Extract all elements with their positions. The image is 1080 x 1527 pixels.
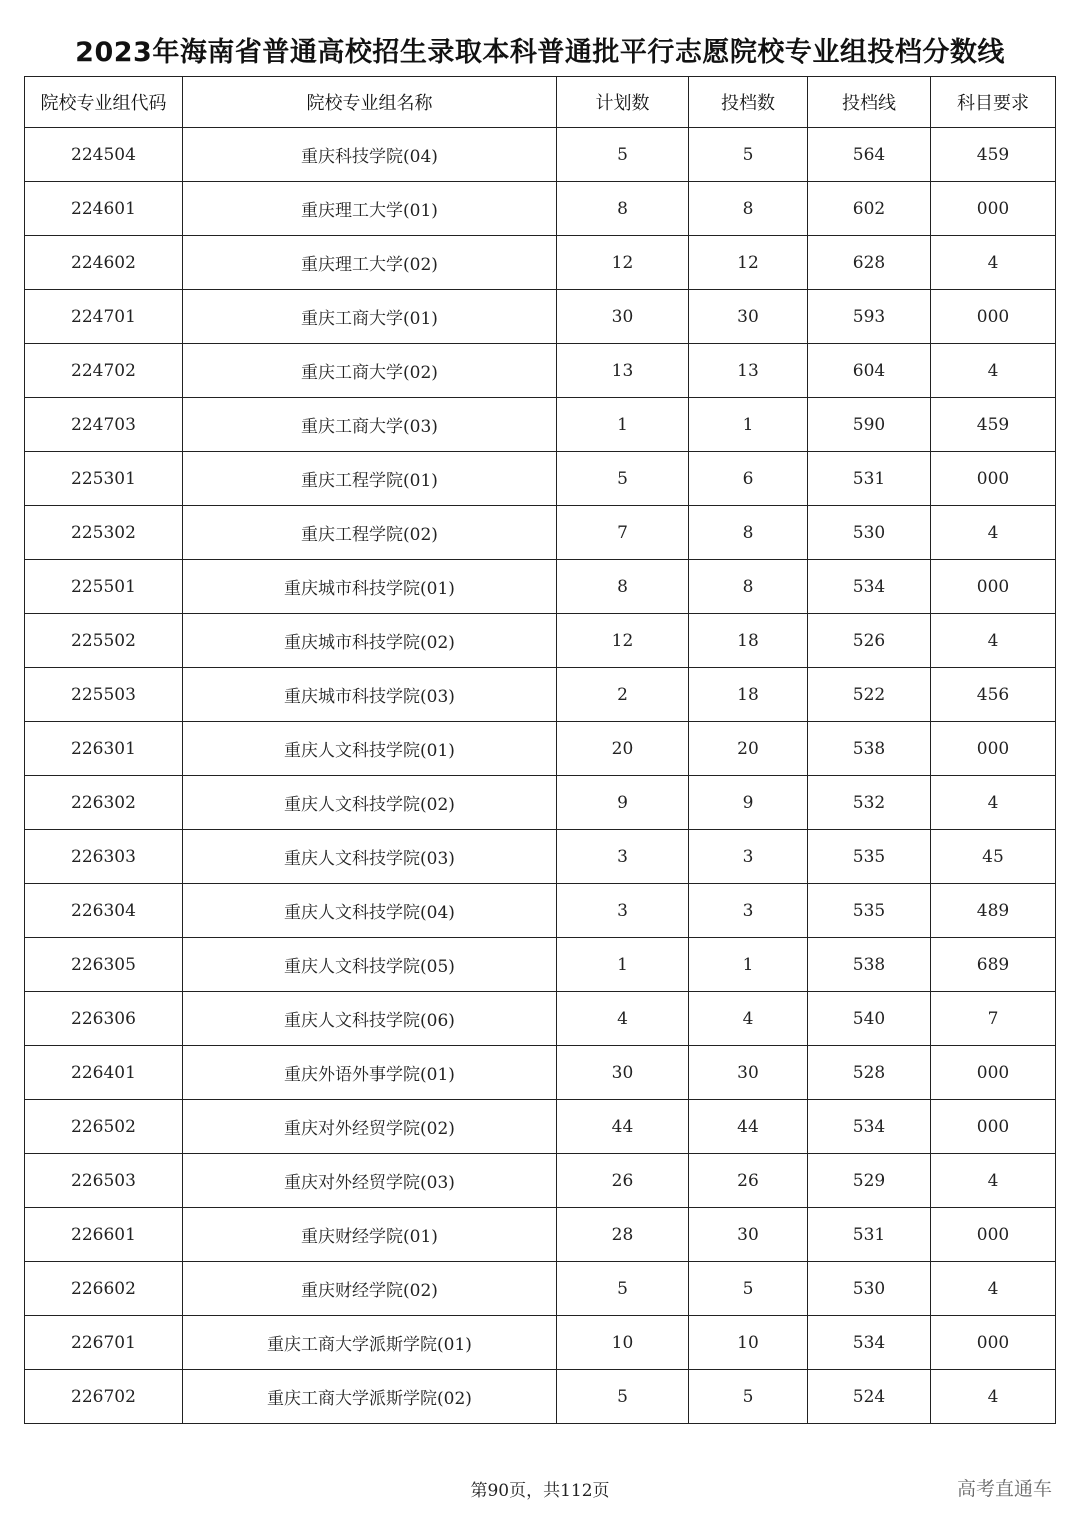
cell-group-code: 226702 <box>25 1370 183 1424</box>
header-filed-count: 投档数 <box>689 77 808 128</box>
cell-group-code: 225503 <box>25 668 183 722</box>
cell-filed-count: 4 <box>689 992 808 1046</box>
cell-plan-count: 3 <box>557 830 689 884</box>
cell-subject-requirement: 4 <box>931 1370 1056 1424</box>
table-row <box>25 884 1056 938</box>
cell-group-name: 重庆财经学院(02) <box>183 1262 557 1316</box>
cell-group-name: 重庆工商大学(02) <box>183 344 557 398</box>
table-row <box>25 1262 1056 1316</box>
cell-plan-count: 26 <box>557 1154 689 1208</box>
cell-group-name: 重庆人文科技学院(03) <box>183 830 557 884</box>
header-group-name: 院校专业组名称 <box>183 77 557 128</box>
cell-group-code: 226306 <box>25 992 183 1046</box>
cell-plan-count: 13 <box>557 344 689 398</box>
cell-cutoff-score: 534 <box>808 560 931 614</box>
table-row <box>25 182 1056 236</box>
cell-filed-count: 30 <box>689 1046 808 1100</box>
table-row <box>25 938 1056 992</box>
cell-filed-count: 44 <box>689 1100 808 1154</box>
cell-subject-requirement: 489 <box>931 884 1056 938</box>
cell-subject-requirement: 000 <box>931 722 1056 776</box>
header-cutoff-score: 投档线 <box>808 77 931 128</box>
cell-cutoff-score: 564 <box>808 128 931 182</box>
cell-plan-count: 12 <box>557 614 689 668</box>
cell-group-name: 重庆城市科技学院(01) <box>183 560 557 614</box>
cell-group-name: 重庆工程学院(01) <box>183 452 557 506</box>
cell-cutoff-score: 531 <box>808 1208 931 1262</box>
cell-group-name: 重庆工商大学派斯学院(02) <box>183 1370 557 1424</box>
cell-plan-count: 1 <box>557 398 689 452</box>
cell-group-name: 重庆理工大学(02) <box>183 236 557 290</box>
cell-cutoff-score: 538 <box>808 938 931 992</box>
cell-subject-requirement: 000 <box>931 1208 1056 1262</box>
cell-plan-count: 30 <box>557 1046 689 1100</box>
cell-group-code: 226503 <box>25 1154 183 1208</box>
table-row <box>25 1046 1056 1100</box>
cell-plan-count: 5 <box>557 1262 689 1316</box>
cell-plan-count: 8 <box>557 182 689 236</box>
cell-filed-count: 1 <box>689 938 808 992</box>
cell-group-code: 226302 <box>25 776 183 830</box>
cell-subject-requirement: 000 <box>931 1316 1056 1370</box>
cell-plan-count: 5 <box>557 452 689 506</box>
cell-filed-count: 8 <box>689 506 808 560</box>
cell-group-name: 重庆理工大学(01) <box>183 182 557 236</box>
header-group-code: 院校专业组代码 <box>25 77 183 128</box>
cell-subject-requirement: 000 <box>931 452 1056 506</box>
cell-cutoff-score: 530 <box>808 1262 931 1316</box>
cell-subject-requirement: 000 <box>931 290 1056 344</box>
table-row <box>25 722 1056 776</box>
cell-group-code: 224601 <box>25 182 183 236</box>
cell-group-name: 重庆人文科技学院(02) <box>183 776 557 830</box>
cell-group-code: 226602 <box>25 1262 183 1316</box>
table-row <box>25 1100 1056 1154</box>
cell-cutoff-score: 531 <box>808 452 931 506</box>
cell-plan-count: 8 <box>557 560 689 614</box>
cell-group-name: 重庆人文科技学院(05) <box>183 938 557 992</box>
cell-group-code: 224702 <box>25 344 183 398</box>
cell-group-name: 重庆外语外事学院(01) <box>183 1046 557 1100</box>
table-row <box>25 506 1056 560</box>
cell-cutoff-score: 590 <box>808 398 931 452</box>
cell-group-name: 重庆人文科技学院(06) <box>183 992 557 1046</box>
cell-subject-requirement: 689 <box>931 938 1056 992</box>
cell-cutoff-score: 538 <box>808 722 931 776</box>
cell-cutoff-score: 535 <box>808 830 931 884</box>
score-table <box>24 76 1056 1424</box>
cell-subject-requirement: 459 <box>931 128 1056 182</box>
cell-plan-count: 5 <box>557 128 689 182</box>
cell-cutoff-score: 528 <box>808 1046 931 1100</box>
cell-cutoff-score: 530 <box>808 506 931 560</box>
cell-group-name: 重庆人文科技学院(01) <box>183 722 557 776</box>
table-row <box>25 398 1056 452</box>
cell-subject-requirement: 4 <box>931 236 1056 290</box>
cell-group-code: 226304 <box>25 884 183 938</box>
cell-cutoff-score: 535 <box>808 884 931 938</box>
cell-group-code: 225302 <box>25 506 183 560</box>
cell-group-code: 224701 <box>25 290 183 344</box>
cell-filed-count: 12 <box>689 236 808 290</box>
table-row <box>25 290 1056 344</box>
cell-group-name: 重庆财经学院(01) <box>183 1208 557 1262</box>
table-row <box>25 1370 1056 1424</box>
cell-filed-count: 3 <box>689 830 808 884</box>
watermark-text: 高考直通车 <box>956 1478 1052 1500</box>
table-header-row <box>25 77 1056 128</box>
cell-group-name: 重庆科技学院(04) <box>183 128 557 182</box>
table-row <box>25 668 1056 722</box>
cell-plan-count: 4 <box>557 992 689 1046</box>
cell-group-code: 226502 <box>25 1100 183 1154</box>
cell-filed-count: 26 <box>689 1154 808 1208</box>
cell-subject-requirement: 000 <box>931 182 1056 236</box>
cell-group-code: 226303 <box>25 830 183 884</box>
cell-group-code: 226601 <box>25 1208 183 1262</box>
cell-filed-count: 30 <box>689 290 808 344</box>
cell-plan-count: 9 <box>557 776 689 830</box>
cell-plan-count: 44 <box>557 1100 689 1154</box>
cell-group-code: 226301 <box>25 722 183 776</box>
cell-group-code: 224703 <box>25 398 183 452</box>
cell-subject-requirement: 459 <box>931 398 1056 452</box>
cell-cutoff-score: 534 <box>808 1100 931 1154</box>
cell-subject-requirement: 4 <box>931 1154 1056 1208</box>
cell-filed-count: 5 <box>689 1262 808 1316</box>
table-row <box>25 344 1056 398</box>
cell-filed-count: 5 <box>689 128 808 182</box>
cell-filed-count: 5 <box>689 1370 808 1424</box>
table-row <box>25 830 1056 884</box>
cell-subject-requirement: 45 <box>931 830 1056 884</box>
cell-group-name: 重庆工商大学派斯学院(01) <box>183 1316 557 1370</box>
cell-plan-count: 3 <box>557 884 689 938</box>
cell-filed-count: 10 <box>689 1316 808 1370</box>
cell-cutoff-score: 628 <box>808 236 931 290</box>
cell-filed-count: 8 <box>689 182 808 236</box>
cell-plan-count: 5 <box>557 1370 689 1424</box>
cell-group-code: 224602 <box>25 236 183 290</box>
cell-subject-requirement: 4 <box>931 344 1056 398</box>
cell-filed-count: 18 <box>689 668 808 722</box>
cell-group-name: 重庆城市科技学院(03) <box>183 668 557 722</box>
table-row <box>25 992 1056 1046</box>
cell-filed-count: 30 <box>689 1208 808 1262</box>
cell-plan-count: 2 <box>557 668 689 722</box>
cell-cutoff-score: 540 <box>808 992 931 1046</box>
cell-group-name: 重庆城市科技学院(02) <box>183 614 557 668</box>
cell-filed-count: 6 <box>689 452 808 506</box>
table-row <box>25 614 1056 668</box>
cell-cutoff-score: 532 <box>808 776 931 830</box>
document-title: 2023年海南省普通高校招生录取本科普通批平行志愿院校专业组投档分数线 <box>75 37 1005 68</box>
cell-filed-count: 3 <box>689 884 808 938</box>
cell-subject-requirement: 000 <box>931 1100 1056 1154</box>
table-row <box>25 236 1056 290</box>
cell-filed-count: 8 <box>689 560 808 614</box>
cell-plan-count: 28 <box>557 1208 689 1262</box>
cell-group-name: 重庆对外经贸学院(03) <box>183 1154 557 1208</box>
cell-group-name: 重庆人文科技学院(04) <box>183 884 557 938</box>
cell-plan-count: 10 <box>557 1316 689 1370</box>
cell-group-code: 226305 <box>25 938 183 992</box>
table-row <box>25 1154 1056 1208</box>
cell-group-code: 224504 <box>25 128 183 182</box>
cell-cutoff-score: 593 <box>808 290 931 344</box>
cell-subject-requirement: 4 <box>931 776 1056 830</box>
cell-group-code: 225502 <box>25 614 183 668</box>
cell-plan-count: 12 <box>557 236 689 290</box>
cell-subject-requirement: 000 <box>931 560 1056 614</box>
cell-cutoff-score: 604 <box>808 344 931 398</box>
table-row <box>25 128 1056 182</box>
cell-plan-count: 20 <box>557 722 689 776</box>
header-plan-count: 计划数 <box>557 77 689 128</box>
cell-plan-count: 7 <box>557 506 689 560</box>
cell-subject-requirement: 4 <box>931 1262 1056 1316</box>
cell-cutoff-score: 522 <box>808 668 931 722</box>
cell-group-code: 226701 <box>25 1316 183 1370</box>
page-number: 第90页，共112页 <box>470 1481 610 1501</box>
cell-group-name: 重庆工商大学(01) <box>183 290 557 344</box>
cell-cutoff-score: 529 <box>808 1154 931 1208</box>
cell-group-code: 225301 <box>25 452 183 506</box>
table-body <box>25 128 1056 1424</box>
cell-subject-requirement: 7 <box>931 992 1056 1046</box>
cell-group-name: 重庆工程学院(02) <box>183 506 557 560</box>
table-row <box>25 776 1056 830</box>
cell-plan-count: 1 <box>557 938 689 992</box>
cell-filed-count: 9 <box>689 776 808 830</box>
table-row <box>25 452 1056 506</box>
table-row <box>25 1208 1056 1262</box>
cell-group-code: 225501 <box>25 560 183 614</box>
cell-cutoff-score: 534 <box>808 1316 931 1370</box>
cell-group-name: 重庆对外经贸学院(02) <box>183 1100 557 1154</box>
cell-cutoff-score: 526 <box>808 614 931 668</box>
cell-group-code: 226401 <box>25 1046 183 1100</box>
cell-cutoff-score: 524 <box>808 1370 931 1424</box>
cell-subject-requirement: 456 <box>931 668 1056 722</box>
table-row <box>25 1316 1056 1370</box>
cell-filed-count: 13 <box>689 344 808 398</box>
cell-plan-count: 30 <box>557 290 689 344</box>
table-row <box>25 560 1056 614</box>
cell-filed-count: 20 <box>689 722 808 776</box>
cell-filed-count: 18 <box>689 614 808 668</box>
cell-filed-count: 1 <box>689 398 808 452</box>
cell-subject-requirement: 4 <box>931 506 1056 560</box>
cell-subject-requirement: 000 <box>931 1046 1056 1100</box>
header-subject-requirement: 科目要求 <box>931 77 1056 128</box>
cell-group-name: 重庆工商大学(03) <box>183 398 557 452</box>
cell-cutoff-score: 602 <box>808 182 931 236</box>
cell-subject-requirement: 4 <box>931 614 1056 668</box>
